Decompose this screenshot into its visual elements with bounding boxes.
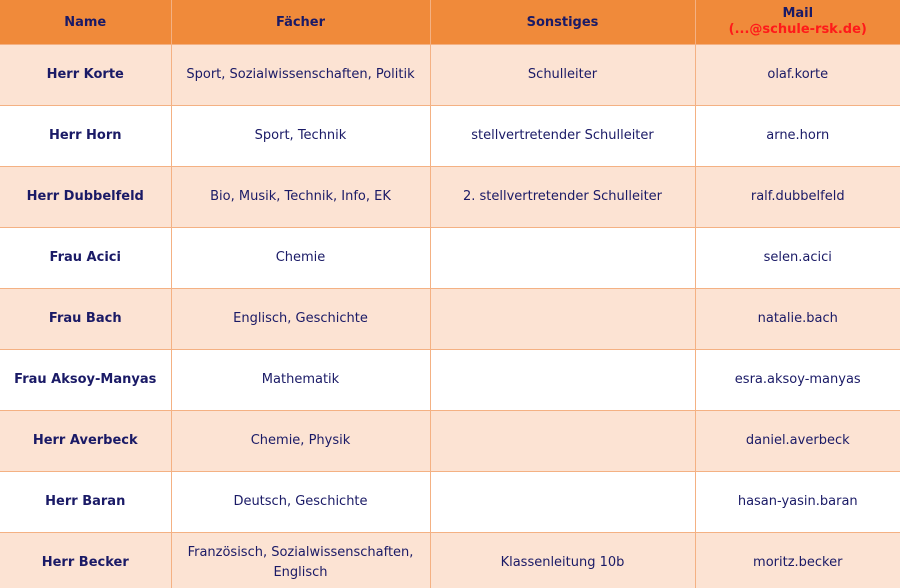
table-row xyxy=(0,472,900,533)
cell-mail: daniel.averbeck xyxy=(695,411,900,472)
cell-sonstiges xyxy=(430,228,695,289)
header-row xyxy=(0,0,900,45)
cell-name: Frau Bach xyxy=(0,289,171,350)
cell-mail: olaf.korte xyxy=(695,45,900,106)
table-row xyxy=(0,289,900,350)
cell-faecher: Bio, Musik, Technik, Info, EK xyxy=(171,167,430,228)
table-row xyxy=(0,533,900,588)
cell-name: Frau Acici xyxy=(0,228,171,289)
cell-sonstiges xyxy=(430,350,695,411)
cell-faecher: Chemie xyxy=(171,228,430,289)
cell-faecher: Sport, Technik xyxy=(171,106,430,167)
cell-name: Frau Aksoy-Manyas xyxy=(0,350,171,411)
header-faecher: Fächer xyxy=(171,0,430,45)
cell-sonstiges xyxy=(430,411,695,472)
cell-faecher: Mathematik xyxy=(171,350,430,411)
cell-faecher: Chemie, Physik xyxy=(171,411,430,472)
cell-mail: moritz.becker xyxy=(695,533,900,588)
header-sonstiges: Sonstiges xyxy=(430,0,695,45)
cell-mail: arne.horn xyxy=(695,106,900,167)
header-mail-label: Mail xyxy=(782,6,814,21)
header-mail xyxy=(695,0,900,45)
header-mail-domain: (...@schule-rsk.de) xyxy=(728,22,867,37)
table-row xyxy=(0,228,900,289)
table-row xyxy=(0,106,900,167)
cell-sonstiges xyxy=(430,472,695,533)
table-row xyxy=(0,411,900,472)
cell-name: Herr Becker xyxy=(0,533,171,588)
cell-mail: natalie.bach xyxy=(695,289,900,350)
cell-mail: ralf.dubbelfeld xyxy=(695,167,900,228)
table-row xyxy=(0,167,900,228)
cell-faecher: Deutsch, Geschichte xyxy=(171,472,430,533)
cell-name: Herr Baran xyxy=(0,472,171,533)
table-row xyxy=(0,350,900,411)
table-row xyxy=(0,45,900,106)
cell-mail: selen.acici xyxy=(695,228,900,289)
cell-sonstiges: 2. stellvertretender Schulleiter xyxy=(430,167,695,228)
cell-mail: hasan-yasin.baran xyxy=(695,472,900,533)
header-name: Name xyxy=(0,0,171,45)
cell-name: Herr Averbeck xyxy=(0,411,171,472)
cell-faecher: Englisch, Geschichte xyxy=(171,289,430,350)
cell-sonstiges: Klassenleitung 10b xyxy=(430,533,695,588)
cell-name: Herr Dubbelfeld xyxy=(0,167,171,228)
cell-faecher: Sport, Sozialwissenschaften, Politik xyxy=(171,45,430,106)
cell-faecher: Französisch, Sozialwissenschaften, Englisch xyxy=(171,533,430,588)
cell-sonstiges xyxy=(430,289,695,350)
cell-mail: esra.aksoy-manyas xyxy=(695,350,900,411)
cell-sonstiges: Schulleiter xyxy=(430,45,695,106)
cell-name: Herr Horn xyxy=(0,106,171,167)
cell-sonstiges: stellvertretender Schulleiter xyxy=(430,106,695,167)
cell-name: Herr Korte xyxy=(0,45,171,106)
